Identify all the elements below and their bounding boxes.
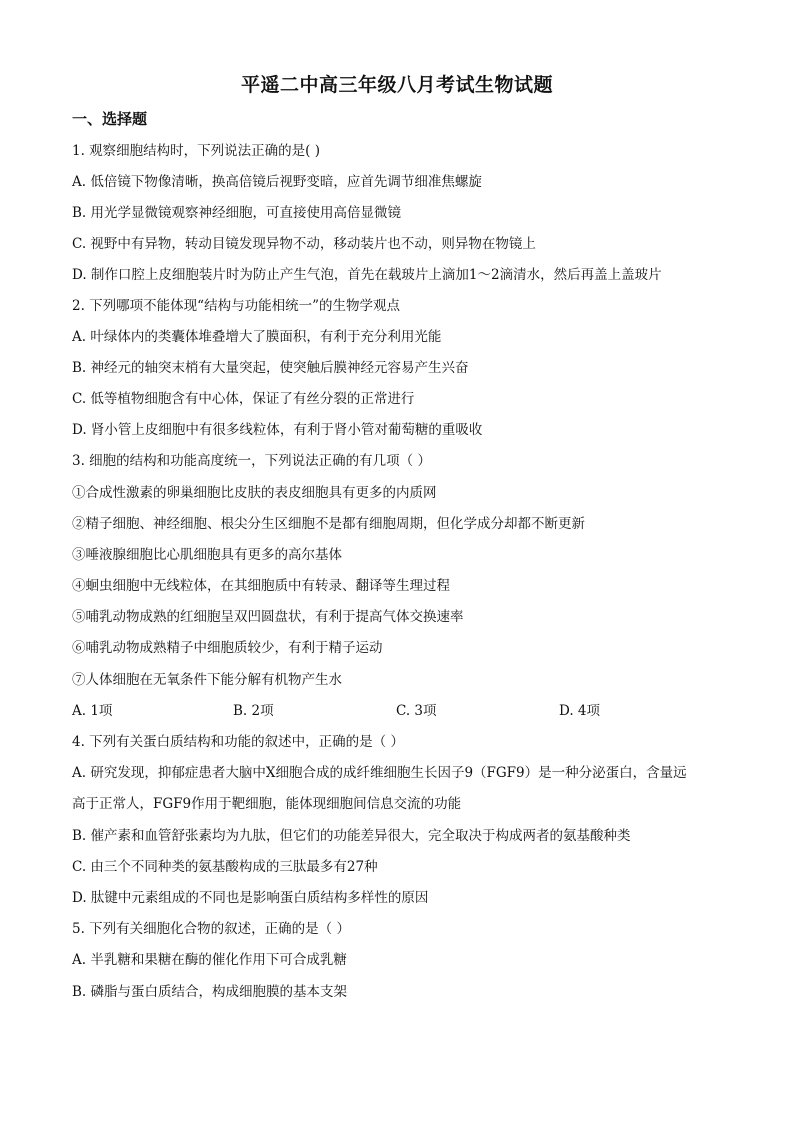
question-1-option-a: A. 低倍镜下物像清晰，换高倍镜后视野变暗，应首先调节细准焦螺旋 [72,174,482,190]
question-4-option-b: B. 催产素和血管舒张素均为九肽，但它们的功能差异很大，完全取决于构成两者的氨基酸种类 [72,828,631,844]
question-4-option-a: A. 研究发现，抑郁症患者大脑中X细胞合成的成纤维细胞生长因子9（FGF9）是一种分泌蛋白，含量远 [72,765,687,781]
question-5-option-b: B. 磷脂与蛋白质结合，构成细胞膜的基本支架 [72,984,348,1000]
question-3-statement-5: ⑤哺乳动物成熟的红细胞呈双凹圆盘状，有利于提高气体交换速率 [72,609,464,625]
question-3-statement-1: ①合成性激素的卵巢细胞比皮肤的表皮细胞具有更多的内质网 [72,485,437,501]
question-2-option-d: D. 肾小管上皮细胞中有很多线粒体，有利于肾小管对葡萄糖的重吸收 [72,422,483,438]
question-3-option-d: D. 4项 [559,703,601,719]
question-3-option-b: B. 2项 [233,703,274,719]
question-4-option-a-continued: 高于正常人，FGF9作用于靶细胞，能体现细胞间信息交流的功能 [72,796,462,812]
question-4-option-c: C. 由三个不同种类的氨基酸构成的三肽最多有27种 [72,859,378,875]
question-5-option-a: A. 半乳糖和果糖在酶的催化作用下可合成乳糖 [72,952,347,968]
question-3-statement-4: ④蛔虫细胞中无线粒体，在其细胞质中有转录、翻译等生理过程 [72,578,450,594]
question-3-statement-3: ③唾液腺细胞比心肌细胞具有更多的高尔基体 [72,547,342,563]
question-3-statement-6: ⑥哺乳动物成熟精子中细胞质较少，有利于精子运动 [72,640,383,656]
page-title: 平遥二中高三年级八月考试生物试题 [240,74,553,96]
question-2-option-c: C. 低等植物细胞含有中心体，保证了有丝分裂的正常进行 [72,391,415,407]
question-2-option-b: B. 神经元的轴突末梢有大量突起，使突触后膜神经元容易产生兴奋 [72,360,469,376]
question-4-option-d: D. 肽键中元素组成的不同也是影响蛋白质结构多样性的原因 [72,890,429,906]
question-3-statement-7: ⑦人体细胞在无氧条件下能分解有机物产生水 [72,672,342,688]
section-heading: 一、选择题 [72,110,148,128]
question-5-stem: 5. 下列有关细胞化合物的叙述，正确的是（ ） [72,921,350,937]
question-3-option-c: C. 3项 [396,703,437,719]
question-2-stem: 2. 下列哪项不能体现“结构与功能相统一”的生物学观点 [72,298,400,314]
question-4-stem: 4. 下列有关蛋白质结构和功能的叙述中，正确的是（ ） [72,734,404,750]
question-3-statement-2: ②精子细胞、神经细胞、根尖分生区细胞不是都有细胞周期，但化学成分却都不断更新 [72,516,585,532]
question-1-option-c: C. 视野中有异物，转动目镜发现异物不动，移动装片也不动，则异物在物镜上 [72,236,536,252]
question-2-option-a: A. 叶绿体内的类囊体堆叠增大了膜面积，有利于充分利用光能 [72,329,442,345]
question-1-stem: 1. 观察细胞结构时，下列说法正确的是( ) [72,143,320,159]
question-3-stem: 3. 细胞的结构和功能高度统一，下列说法正确的有几项（ ） [72,453,431,469]
question-1-option-d: D. 制作口腔上皮细胞装片时为防止产生气泡，首先在载玻片上滴加1～2滴清水，然后再盖上盖玻片 [72,267,662,283]
question-1-option-b: B. 用光学显微镜观察神经细胞，可直接使用高倍显微镜 [72,205,402,221]
question-3-option-a: A. 1项 [72,703,113,719]
